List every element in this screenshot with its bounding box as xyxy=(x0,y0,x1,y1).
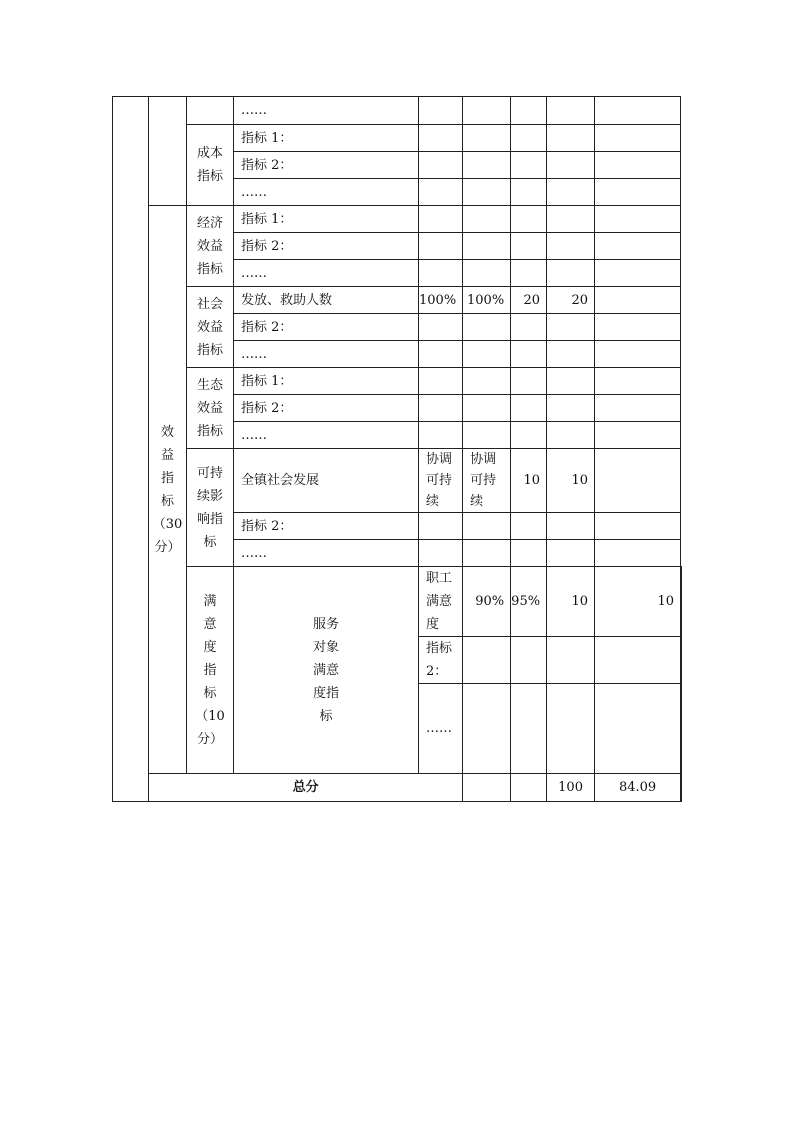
indicator-name: 职工满意度 xyxy=(419,567,463,637)
score xyxy=(547,97,595,125)
weight xyxy=(511,97,547,125)
indicator-name: 指标 2： xyxy=(234,233,419,260)
indicator-name: 指标 2： xyxy=(419,637,463,684)
weight: 10 xyxy=(511,449,547,513)
first-level-cell xyxy=(113,97,149,802)
indicator-name: …… xyxy=(234,179,419,206)
indicator-name: 发放、救助人数 xyxy=(234,287,419,314)
total-label: 总分 xyxy=(149,774,463,802)
total-score: 84.09 xyxy=(595,774,681,802)
blank-subcategory-cell xyxy=(187,97,234,125)
economic-benefit-label: 经济 效益 指标 xyxy=(187,206,234,287)
indicator-name: …… xyxy=(234,540,419,567)
indicator-name: …… xyxy=(419,684,463,774)
actual-value: 95% xyxy=(511,567,547,637)
indicator-name: …… xyxy=(234,422,419,449)
satisfaction-category-label: 满 意 度 指 标 （10 分） xyxy=(187,567,234,774)
total-weight: 100 xyxy=(547,774,595,802)
indicator-name: …… xyxy=(234,97,419,125)
weight: 20 xyxy=(511,287,547,314)
actual-value: 100% xyxy=(463,287,511,314)
cost-category-cell xyxy=(149,97,187,206)
indicator-name: …… xyxy=(234,260,419,287)
score: 10 xyxy=(595,567,681,637)
indicator-name: 指标 1： xyxy=(234,206,419,233)
indicator-name: 指标 2： xyxy=(234,395,419,422)
ecological-benefit-label: 生态 效益 指标 xyxy=(187,368,234,449)
score: 20 xyxy=(547,287,595,314)
score: 10 xyxy=(547,449,595,513)
target-value: 90% xyxy=(463,567,511,637)
indicator-name: 指标 2： xyxy=(234,513,419,540)
target-value: 协调 可持 续 xyxy=(419,449,463,513)
indicator-name: 全镇社会发展 xyxy=(234,449,419,513)
actual-value xyxy=(463,97,511,125)
indicator-name: 指标 2： xyxy=(234,314,419,341)
weight: 10 xyxy=(547,567,595,637)
actual-value: 协调 可持 续 xyxy=(463,449,511,513)
indicator-name: 指标 1： xyxy=(234,368,419,395)
remark xyxy=(595,97,681,125)
indicator-name: …… xyxy=(234,341,419,368)
sustainable-impact-label: 可持 续影 响指 标 xyxy=(187,449,234,567)
indicator-name: 指标 1： xyxy=(234,125,419,152)
benefit-category-label: 效 益 指 标 （30 分） xyxy=(149,206,187,774)
target-value xyxy=(419,97,463,125)
service-satisfaction-label: 服务 对象 满意 度指 标 xyxy=(234,567,419,774)
performance-table xyxy=(112,96,682,802)
target-value: 100% xyxy=(419,287,463,314)
social-benefit-label: 社会 效益 指标 xyxy=(187,287,234,368)
indicator-name: 指标 2： xyxy=(234,152,419,179)
cost-indicator-label: 成本 指标 xyxy=(187,125,234,206)
